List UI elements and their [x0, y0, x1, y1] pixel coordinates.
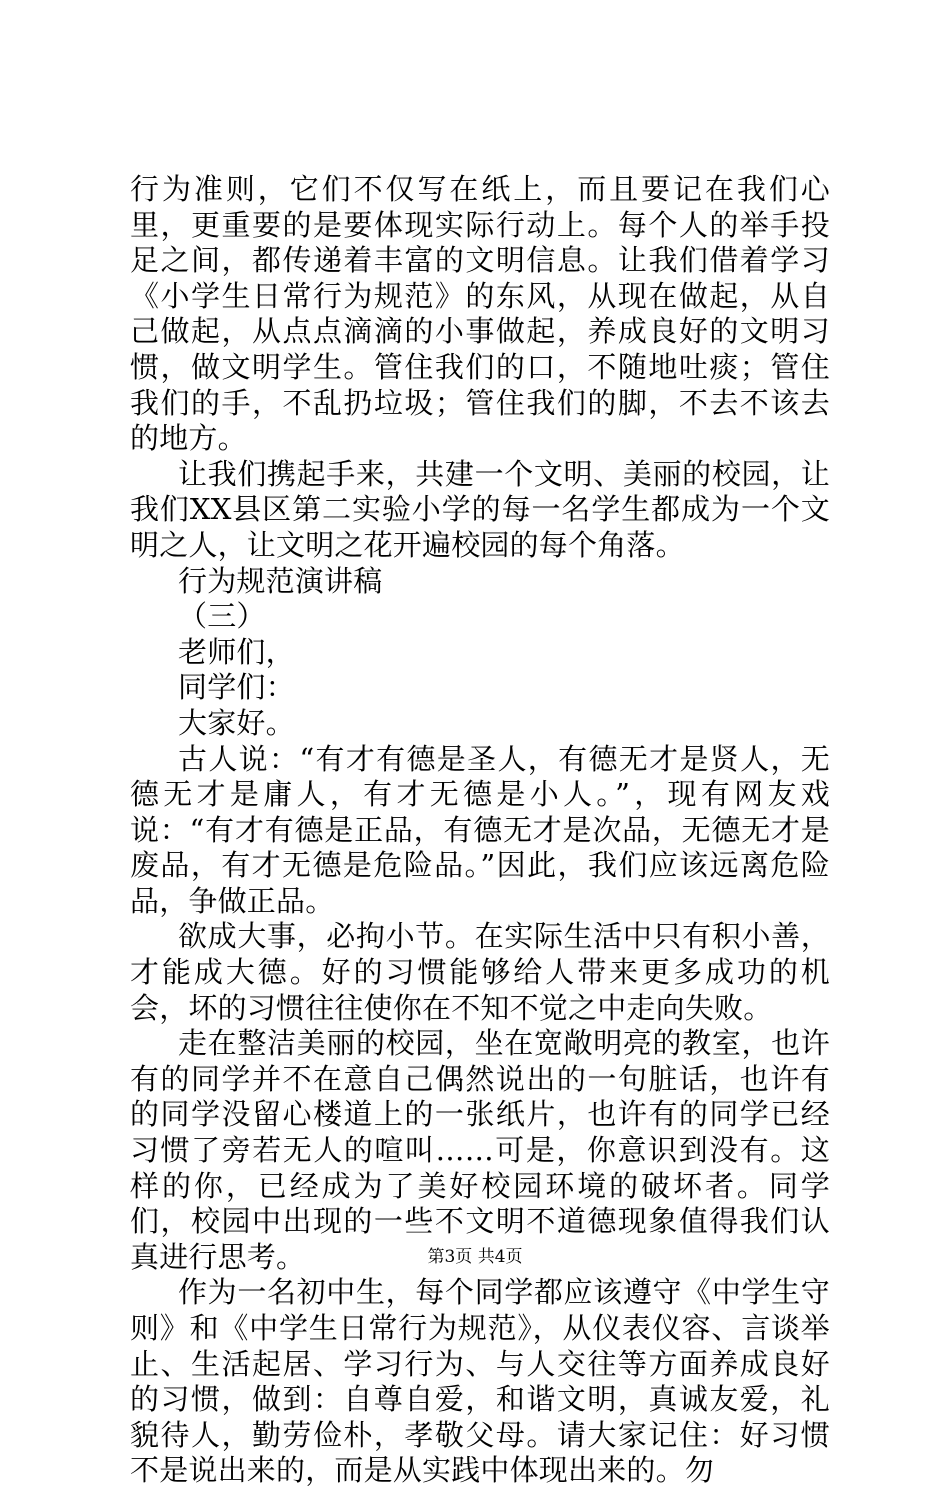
salutation: 同学们：: [178, 670, 295, 705]
paragraph: 行为准则，它们不仅写在纸上，而且要记在我们心里，更重要的是要体现实际行动上。每个人的举手投足之间，都传递着丰富的文明信息。让我们借着学习《小学生日常行为规范》的东风，从现在做起，从自己做起，从点点滴滴的小事做起，养成良好的文明习惯，做文明学生。管住我们的口，不随地吐痰；管住我们的手，不乱扔垃圾；管住我们的脚，不去不该去的地方。: [130, 172, 830, 456]
section-number: （三）: [178, 599, 266, 634]
paragraph: 让我们携起手来，共建一个文明、美丽的校园，让我们XX县区第二实验小学的每一名学生都成为一个文明之人，让文明之花开遍校园的每个角落。: [130, 456, 830, 562]
greeting: 大家好。: [178, 705, 295, 740]
paragraph: 作为一名初中生，每个同学都应该遵守《中学生守则》和《中学生日常行为规范》，从仪表仪容、言谈举止、生活起居、学习行为、与人交往等方面养成良好的习惯，做到：自尊自爱，和谐文明，真诚友爱，礼貌待人，勤劳俭朴，孝敬父母。请大家记住：好习惯不是说出来的，而是从实践中体现出来的。勿: [130, 1275, 830, 1488]
page-footer: 第3页 共4页: [427, 1247, 523, 1267]
paragraph: 走在整洁美丽的校园，坐在宽敞明亮的教室，也许有的同学并不在意自己偶然说出的一句脏话，也许有的同学没留心楼道上的一张纸片，也许有的同学已经习惯了旁若无人的喧叫……可是，你意识到没有。这样的你，已经成为了美好校园环境的破坏者。同学们，校园中出现的一些不文明不道德现象值得我们认真进行思考。: [130, 1026, 830, 1274]
document-body: [130, 172, 830, 1489]
paragraph: 古人说：“有才有德是圣人，有德无才是贤人，无德无才是庸人，有才无德是小人。”，现有网友戏说：“有才有德是正品，有德无才是次品，无德无才是废品，有才无德是危险品。”因此，我们应该远离危险品，争做正品。: [130, 741, 830, 918]
section-title: 行为规范演讲稿: [178, 563, 383, 598]
salutation: 老师们，: [178, 634, 295, 669]
paragraph: 欲成大事，必拘小节。在实际生活中只有积小善，才能成大德。好的习惯能够给人带来更多成功的机会，坏的习惯往往使你在不知不觉之中走向失败。: [130, 919, 830, 1025]
